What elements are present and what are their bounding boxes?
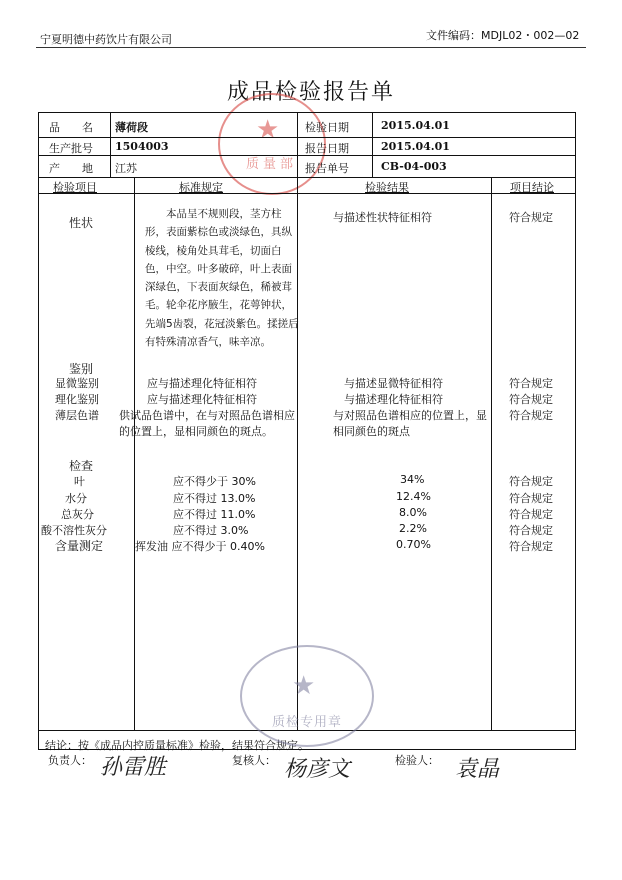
id-row-standard: 应与描述理化特征相符 <box>147 393 257 406</box>
reviewer-label: 复核人： <box>232 754 276 767</box>
stamp-text: 质量部 <box>246 157 298 172</box>
company-name: 宁夏明德中药饮片有限公司 <box>40 33 172 46</box>
stamp-text: 质检专用章 <box>272 715 343 730</box>
check-row-standard: 应不得过 11.0% <box>173 508 256 521</box>
traits-standard: 本品呈不规则段，茎方柱形，表面紫棕色或淡绿色，具纵棱线，棱角处具茸毛，切面白色，中空。叶多破碎，叶上表面深绿色，下表面灰绿色，稀被茸毛。轮伞花序腋生，花萼钟状，先端5齿裂，花冠淡紫色。揉搓后有特殊清凉香气，味辛凉。 <box>145 208 299 349</box>
id-row-result: 与对照品色谱相应的位置上，显 <box>333 409 487 422</box>
id-row-conclusion: 符合规定 <box>509 409 553 422</box>
traits-conclusion: 符合规定 <box>509 211 553 224</box>
header-divider <box>36 47 586 48</box>
check-row-conclusion: 符合规定 <box>509 508 553 521</box>
assay-label: 含量测定 <box>55 539 104 553</box>
id-row-item: 薄层色谱 <box>55 409 99 422</box>
report-no-value: CB-04-003 <box>381 160 447 173</box>
id-row-standard: 应与描述理化特征相符 <box>147 377 257 390</box>
col-header-standard: 标准规定 <box>179 181 223 194</box>
check-row-item: 总灰分 <box>61 508 94 521</box>
check-label: 检查 <box>69 459 94 473</box>
manager-label: 负责人： <box>48 754 92 767</box>
report-date-label: 报告日期 <box>305 142 349 155</box>
check-row-result: 2.2% <box>399 522 427 535</box>
check-row-result: 8.0% <box>399 506 427 519</box>
report-no-label: 报告单号 <box>305 162 349 175</box>
id-row-result: 与描述显微特征相符 <box>344 377 443 390</box>
manager-signature: 孙雷胜 <box>100 755 167 780</box>
conclusion-text: 结论：按《成品内控质量标准》检验，结果符合规定。 <box>45 739 309 752</box>
tlc-result-line2: 相同颜色的斑点 <box>333 425 410 438</box>
file-number: 文件编码：MDJL02・002—02 <box>426 29 580 42</box>
assay-standard: 挥发油 应不得少于 0.40% <box>135 540 265 553</box>
document-title: 成品检验报告单 <box>226 80 395 105</box>
batch-label: 生产批号 <box>49 142 93 155</box>
reviewer-signature: 杨彦文 <box>284 757 351 782</box>
report-date-value: 2015.04.01 <box>381 140 450 153</box>
col-header-item: 检验项目 <box>53 181 97 194</box>
inspector-signature: 袁晶 <box>455 757 500 782</box>
assay-result: 0.70% <box>396 538 431 551</box>
check-row-conclusion: 符合规定 <box>509 524 553 537</box>
check-row-item: 酸不溶性灰分 <box>41 524 107 537</box>
check-row-standard: 应不得过 3.0% <box>173 524 249 537</box>
traits-result: 与描述性状特征相符 <box>333 211 432 224</box>
origin-value: 江苏 <box>115 162 137 175</box>
inspect-date-label: 检验日期 <box>305 121 349 134</box>
id-row-item: 显微鉴别 <box>55 377 99 390</box>
assay-conclusion: 符合规定 <box>509 540 553 553</box>
inspector-label: 检验人： <box>395 754 439 767</box>
id-row-result: 与描述理化特征相符 <box>344 393 443 406</box>
id-row-conclusion: 符合规定 <box>509 393 553 406</box>
check-row-conclusion: 符合规定 <box>509 492 553 505</box>
inspect-date-value: 2015.04.01 <box>381 119 450 132</box>
id-row-standard: 供试品色谱中，在与对照品色谱相应 <box>119 409 295 422</box>
check-row-conclusion: 符合规定 <box>509 475 553 488</box>
id-row-item: 理化鉴别 <box>55 393 99 406</box>
check-row-result: 34% <box>400 473 425 486</box>
col-header-conclusion: 项目结论 <box>510 181 554 194</box>
traits-label: 性状 <box>69 216 94 230</box>
check-row-standard: 应不得过 13.0% <box>173 492 256 505</box>
origin-label: 产 地 <box>49 162 93 175</box>
identification-label: 鉴别 <box>69 362 94 376</box>
quality-dept-stamp: ★ 质量部 <box>218 93 326 195</box>
check-row-result: 12.4% <box>396 490 431 503</box>
col-header-result: 检验结果 <box>365 181 409 194</box>
check-row-standard: 应不得少于 30% <box>173 475 256 488</box>
tlc-standard-line2: 的位置上，显相同颜色的斑点。 <box>119 425 273 438</box>
qc-seal-stamp: ★ 质检专用章 <box>240 645 374 747</box>
name-value: 薄荷段 <box>115 121 148 134</box>
check-row-item: 叶 <box>74 475 85 488</box>
name-label: 品 名 <box>49 121 93 134</box>
id-row-conclusion: 符合规定 <box>509 377 553 390</box>
batch-value: 1504003 <box>115 140 169 153</box>
check-row-item: 水分 <box>65 492 87 505</box>
